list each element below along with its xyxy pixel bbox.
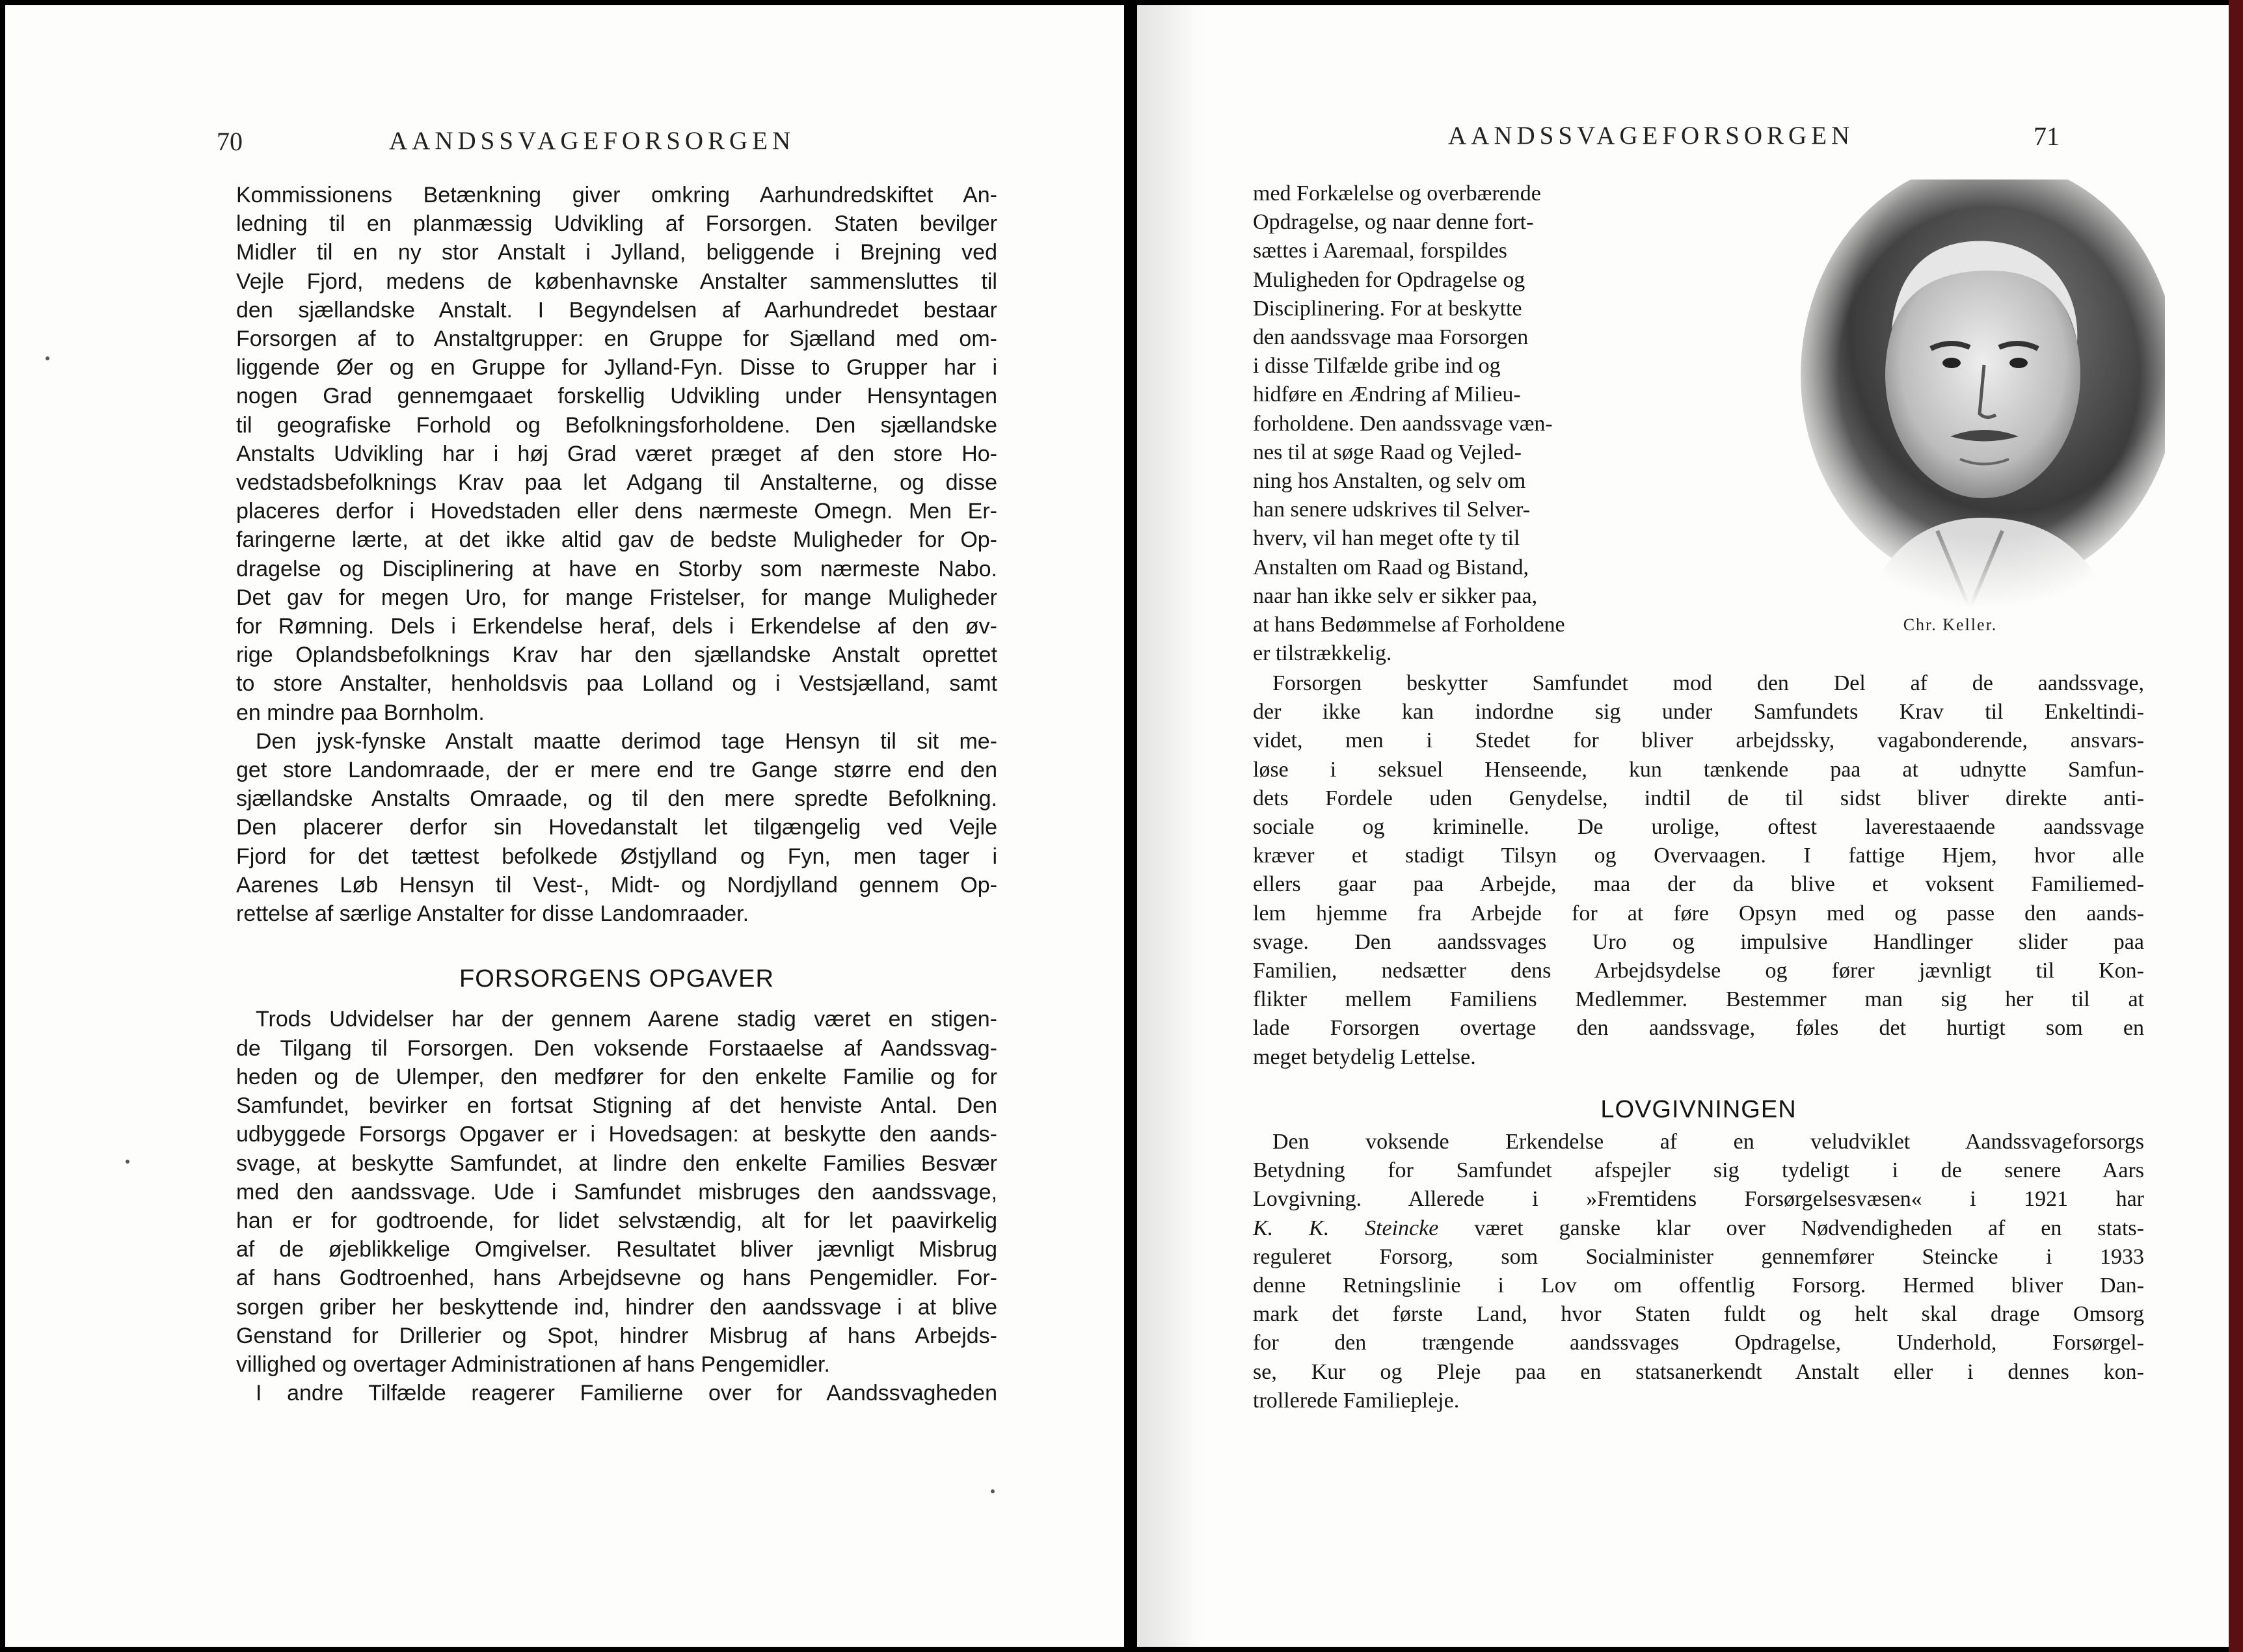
text-line: til geografiske Forhold og Befolkningsforholdene. Den sjællandske [236, 412, 997, 438]
text-line: placeres derfor i Hovedstaden eller dens nærmeste Omegn. Men Er- [236, 499, 997, 524]
text-line: K. K. Steincke været ganske klar over Nødvendigheden af en stats- [1253, 1216, 2144, 1240]
text-line: Den jysk-fynske Anstalt maatte derimod tage Hensyn til sit me- [256, 728, 997, 754]
text-line: rettelse af særlige Anstalter for disse Landomraader. [236, 901, 749, 927]
text-line: to store Anstalter, henholdsvis paa Lolland og i Vestsjælland, samt [236, 671, 997, 697]
running-head-right: AANDSSVAGEFORSORGEN [1448, 122, 1855, 150]
paragraph [236, 181, 997, 727]
text-line: meget betydelig Lettelse. [1253, 1045, 1476, 1069]
portrait-image [1775, 180, 2165, 609]
text-line: af hans Godtroenhed, hans Arbejdsevne og hans Pengemidler. For- [236, 1266, 997, 1291]
paragraph [236, 1005, 997, 1379]
paper-speck [46, 356, 49, 360]
text-line: rige Oplandsbefolknings Krav har den sjællandske Anstalt oprettet [236, 643, 997, 668]
text-line: lem hjemme fra Arbejde for at føre Opsyn med og passe den aands- [1253, 901, 2144, 926]
paragraph [1253, 1128, 2144, 1415]
book-edge [2229, 0, 2243, 1652]
text-line: at hans Bedømmelse af Forholdene [1253, 613, 1565, 637]
text-line: sættes i Aaremaal, forspildes [1253, 239, 1507, 263]
text-line: svage. Den aandssvages Uro og impulsive Handlinger slider paa [1253, 929, 2144, 954]
text-line: forholdene. Den aandssvage væn- [1253, 411, 1553, 436]
paragraph [236, 727, 997, 928]
text-line: Disciplinering. For at beskytte [1253, 296, 1522, 321]
text-line: ning hos Anstalten, og selv om [1253, 469, 1526, 494]
left-body-text [236, 181, 997, 1407]
text-line: Vejle Fjord, medens de københavnske Anstalter sammensluttes til [236, 269, 997, 294]
text-line: Det gav for megen Uro, for mange Fristelser, for mange Muligheder [236, 585, 997, 610]
portrait-caption: Chr. Keller. [1903, 615, 1998, 634]
section-title: LOVGIVNINGEN [1600, 1095, 1797, 1123]
text-line: lade Forsorgen overtage den aandssvage, føles det hurtigt som en [1253, 1016, 2144, 1041]
text-line: Lovgivning. Allerede i »Fremtidens Forsørgelsesvæsen« i 1921 har [1253, 1187, 2144, 1212]
text-line: Den voksende Erkendelse af en veludviklet Aandssvageforsorgs [1272, 1130, 2144, 1154]
gutter-shadow [1137, 5, 1202, 1647]
paragraph [1253, 669, 2144, 1072]
text-line: ledning til en planmæssig Udvikling af Forsorgen. Staten bevilger [236, 211, 997, 237]
text-line: dragelse og Disciplinering at have en Storby som nærmeste Nabo. [236, 556, 997, 581]
text-line: heden og de Ulemper, den medfører for den enkelte Familie og for [236, 1064, 997, 1089]
text-line: se, Kur og Pleje paa en statsanerkendt Anstalt eller i dennes kon- [1253, 1359, 2144, 1384]
text-line: Forsorgen beskytter Samfundet mod den Del af de aandssvage, [1272, 671, 2144, 695]
paper-speck [991, 1489, 995, 1493]
text-line: trollerede Familiepleje. [1253, 1388, 1460, 1413]
text-line: faringerne lærte, at det ikke altid gav de bedste Muligheder for Op- [236, 527, 997, 553]
text-line: reguleret Forsorg, som Socialminister gennemfører Steincke i 1933 [1253, 1244, 2144, 1269]
section-title: FORSORGENS OPGAVER [459, 965, 774, 993]
text-line: Fjord for det tættest befolkede Østjylland og Fyn, men tager i [236, 844, 997, 869]
text-line: Den placerer derfor sin Hovedanstalt let tilgængelig ved Vejle [236, 815, 997, 840]
text-line: ellers gaar paa Arbejde, maa der da blive et voksent Familiemed- [1253, 872, 2144, 897]
text-line: Betydning for Samfundet afspejler sig tydeligt i de senere Aars [1253, 1158, 2144, 1183]
text-line: Aarenes Løb Hensyn til Vest-, Midt- og Nordjylland gennem Op- [236, 872, 997, 898]
text-line: hverv, vil han meget ofte ty til [1253, 526, 1520, 551]
text-line: Anstalts Udvikling har i høj Grad været præget af den store Ho- [236, 441, 997, 466]
text-line: der ikke kan indordne sig under Samfundets Krav til Enkeltindi- [1253, 700, 2144, 725]
text-line: villighed og overtager Administrationen af hans Pengemidler. [236, 1352, 830, 1377]
text-line: Kommissionens Betænkning giver omkring Aarhundredskiftet An- [236, 183, 997, 207]
text-line: svage, at beskytte Samfundet, at lindre den enkelte Families Besvær [236, 1151, 997, 1176]
paragraph [236, 1379, 997, 1407]
text-line: hidføre en Ændring af Milieu- [1253, 382, 1521, 407]
text-line: løse i seksuel Henseende, kun tænkende paa at udnytte Samfun- [1253, 757, 2144, 782]
text-line: han er for godtroende, for lidet selvstændig, alt for let paavirkelig [236, 1208, 997, 1233]
page-number-left: 70 [217, 127, 243, 156]
text-line: vedstadsbefolknings Krav paa let Adgang til Anstalterne, og disse [236, 470, 997, 496]
text-line: sjællandske Anstalts Omraade, og til den mere spredte Befolkning. [236, 786, 997, 812]
left-page [5, 5, 1124, 1647]
text-line: I andre Tilfælde reagerer Familierne over for Aandssvagheden [256, 1381, 997, 1406]
text-line: sorgen griber her beskyttende ind, hindrer den aandssvage i at blive [236, 1294, 997, 1320]
text-line: Opdragelse, og naar denne fort- [1253, 210, 1534, 235]
text-line: nogen Grad gennemgaaet forskellig Udvikling under Hensyntagen [236, 384, 997, 409]
person-name: K. K. Steincke [1253, 1216, 1439, 1240]
text-line: Trods Udvidelser har der gennem Aarene stadig været en stigen- [256, 1007, 997, 1032]
text-line: dets Fordele uden Genydelse, indtil de til sidst bliver direkte anti- [1253, 786, 2144, 810]
text-line: med Forkælelse og overbærende [1253, 181, 1541, 206]
text-line: den sjællandske Anstalt. I Begyndelsen af Aarhundredet bestaar [236, 297, 997, 323]
text-line: get store Landomraade, der er mere end tre Gange større end den [236, 758, 997, 783]
text-line: udbyggede Forsorgs Opgaver er i Hovedsagen: at beskytte den aands- [236, 1122, 997, 1147]
text-line: flikter mellem Familiens Medlemmer. Bestemmer man sig her til at [1253, 987, 2144, 1012]
text-line: af de øjeblikkelige Omgivelser. Resultatet bliver jævnligt Misbrug [236, 1237, 997, 1262]
text-line: denne Retningslinie i Lov om offentlig Forsorg. Hermed bliver Dan- [1253, 1273, 2144, 1298]
text-line: Muligheden for Opdragelse og [1253, 267, 1525, 292]
portrait-photo [1775, 180, 2165, 609]
text-line: kræver et stadigt Tilsyn og Overvaagen. I fattige Hjem, hvor alle [1253, 844, 2144, 868]
right-page [1137, 5, 2229, 1647]
page-number-right: 71 [2034, 122, 2060, 151]
text-line: liggende Øer og en Gruppe for Jylland-Fyn. Disse to Grupper har i [236, 355, 997, 380]
text-line: Forsorgen af to Anstaltgrupper: en Gruppe for Sjælland med om- [236, 326, 997, 352]
paper-speck [126, 1160, 129, 1164]
text-line: en mindre paa Bornholm. [236, 700, 485, 725]
text-line: nes til at søge Raad og Vejled- [1253, 440, 1522, 464]
text-line: for den trængende aandssvages Opdragelse, Underhold, Forsørgel- [1253, 1331, 2144, 1355]
text-line: for Rømning. Dels i Erkendelse heraf, dels i Erkendelse af den øv- [236, 614, 997, 639]
text-line: videt, men i Stedet for bliver arbejdssky, vagabonderende, ansvars- [1253, 728, 2144, 753]
text-line: med den aandssvage. Ude i Samfundet misbruges den aandssvage, [236, 1179, 997, 1205]
text-line: Samfundet, bevirker en fortsat Stigning af det henviste Antal. Den [236, 1093, 997, 1119]
text-line: sociale og kriminelle. De urolige, oftest laverestaaende aandssvage [1253, 815, 2144, 840]
text-line: han senere udskrives til Selver- [1253, 498, 1531, 522]
text-line: i disse Tilfælde gribe ind og [1253, 354, 1501, 379]
text-line: de Tilgang til Forsorgen. Den voksende Forstaaelse af Aandssvag- [236, 1035, 997, 1061]
text-line: Familien, nedsætter dens Arbejdsydelse og fører jævnligt til Kon- [1253, 959, 2144, 983]
text-line: er tilstrækkelig. [1253, 641, 1392, 666]
text-line: den aandssvage maa Forsorgen [1253, 325, 1529, 350]
text-line: mark det første Land, hvor Staten fuldt og helt skal drage Omsorg [1253, 1302, 2144, 1327]
text-line: Midler til en ny stor Anstalt i Jylland, beliggende i Brejning ved [236, 240, 997, 265]
running-head-left: AANDSSVAGEFORSORGEN [389, 127, 796, 155]
text-line: naar han ikke selv er sikker paa, [1253, 583, 1538, 608]
right-body-text [1253, 669, 2144, 1415]
right-top-text [1253, 180, 1767, 668]
text-line: Anstalten om Raad og Bistand, [1253, 555, 1529, 580]
text-line: Genstand for Drillerier og Spot, hindrer Misbrug af hans Arbejds- [236, 1323, 997, 1348]
